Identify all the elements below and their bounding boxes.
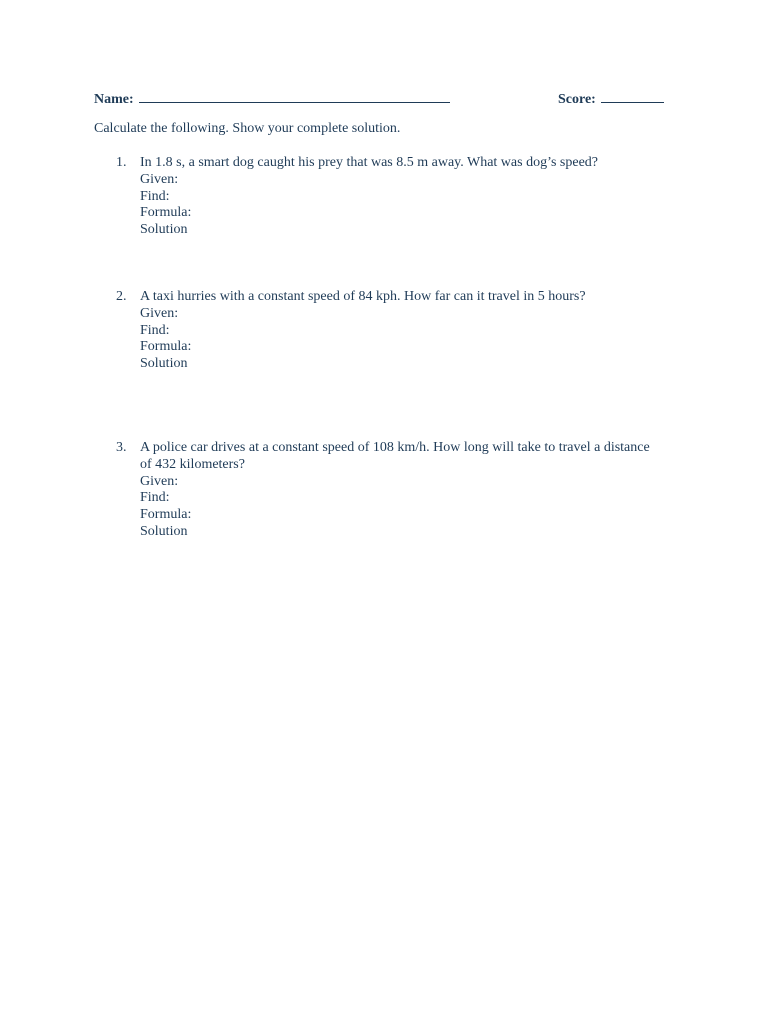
step-given: Given: bbox=[140, 171, 179, 187]
question-text: A taxi hurries with a constant speed of 84 kph. How far can it travel in 5 hours? bbox=[140, 289, 586, 304]
question-number: 1. bbox=[116, 155, 127, 170]
step-given: Given: bbox=[140, 305, 179, 321]
question-number: 2. bbox=[116, 289, 127, 304]
step-formula: Formula: bbox=[140, 205, 192, 221]
step-given: Given: bbox=[140, 473, 179, 489]
question-body bbox=[140, 155, 660, 239]
score-blank-line[interactable] bbox=[601, 88, 664, 103]
question-text: In 1.8 s, a smart dog caught his prey that was 8.5 m away. What was dog’s speed? bbox=[140, 155, 599, 170]
name-label: Name: bbox=[94, 92, 134, 107]
step-solution: Solution bbox=[140, 356, 188, 372]
step-solution: Solution bbox=[140, 222, 188, 238]
score-label: Score: bbox=[558, 92, 596, 107]
question-body bbox=[140, 440, 660, 541]
name-blank-line[interactable] bbox=[139, 88, 450, 103]
step-find: Find: bbox=[140, 490, 170, 506]
question-number: 3. bbox=[116, 440, 127, 455]
step-solution: Solution bbox=[140, 523, 188, 539]
step-formula: Formula: bbox=[140, 339, 192, 355]
score-field-group bbox=[558, 88, 664, 108]
question-body bbox=[140, 289, 660, 373]
worksheet-header bbox=[94, 88, 668, 108]
step-find: Find: bbox=[140, 322, 170, 338]
question-text: A police car drives at a constant speed of 108 km/h. How long will take to travel a distance of 432 kilometers? bbox=[140, 440, 650, 472]
name-field-group bbox=[94, 88, 450, 108]
instructions-text: Calculate the following. Show your complete solution. bbox=[94, 121, 401, 136]
step-find: Find: bbox=[140, 188, 170, 204]
step-formula: Formula: bbox=[140, 507, 192, 523]
